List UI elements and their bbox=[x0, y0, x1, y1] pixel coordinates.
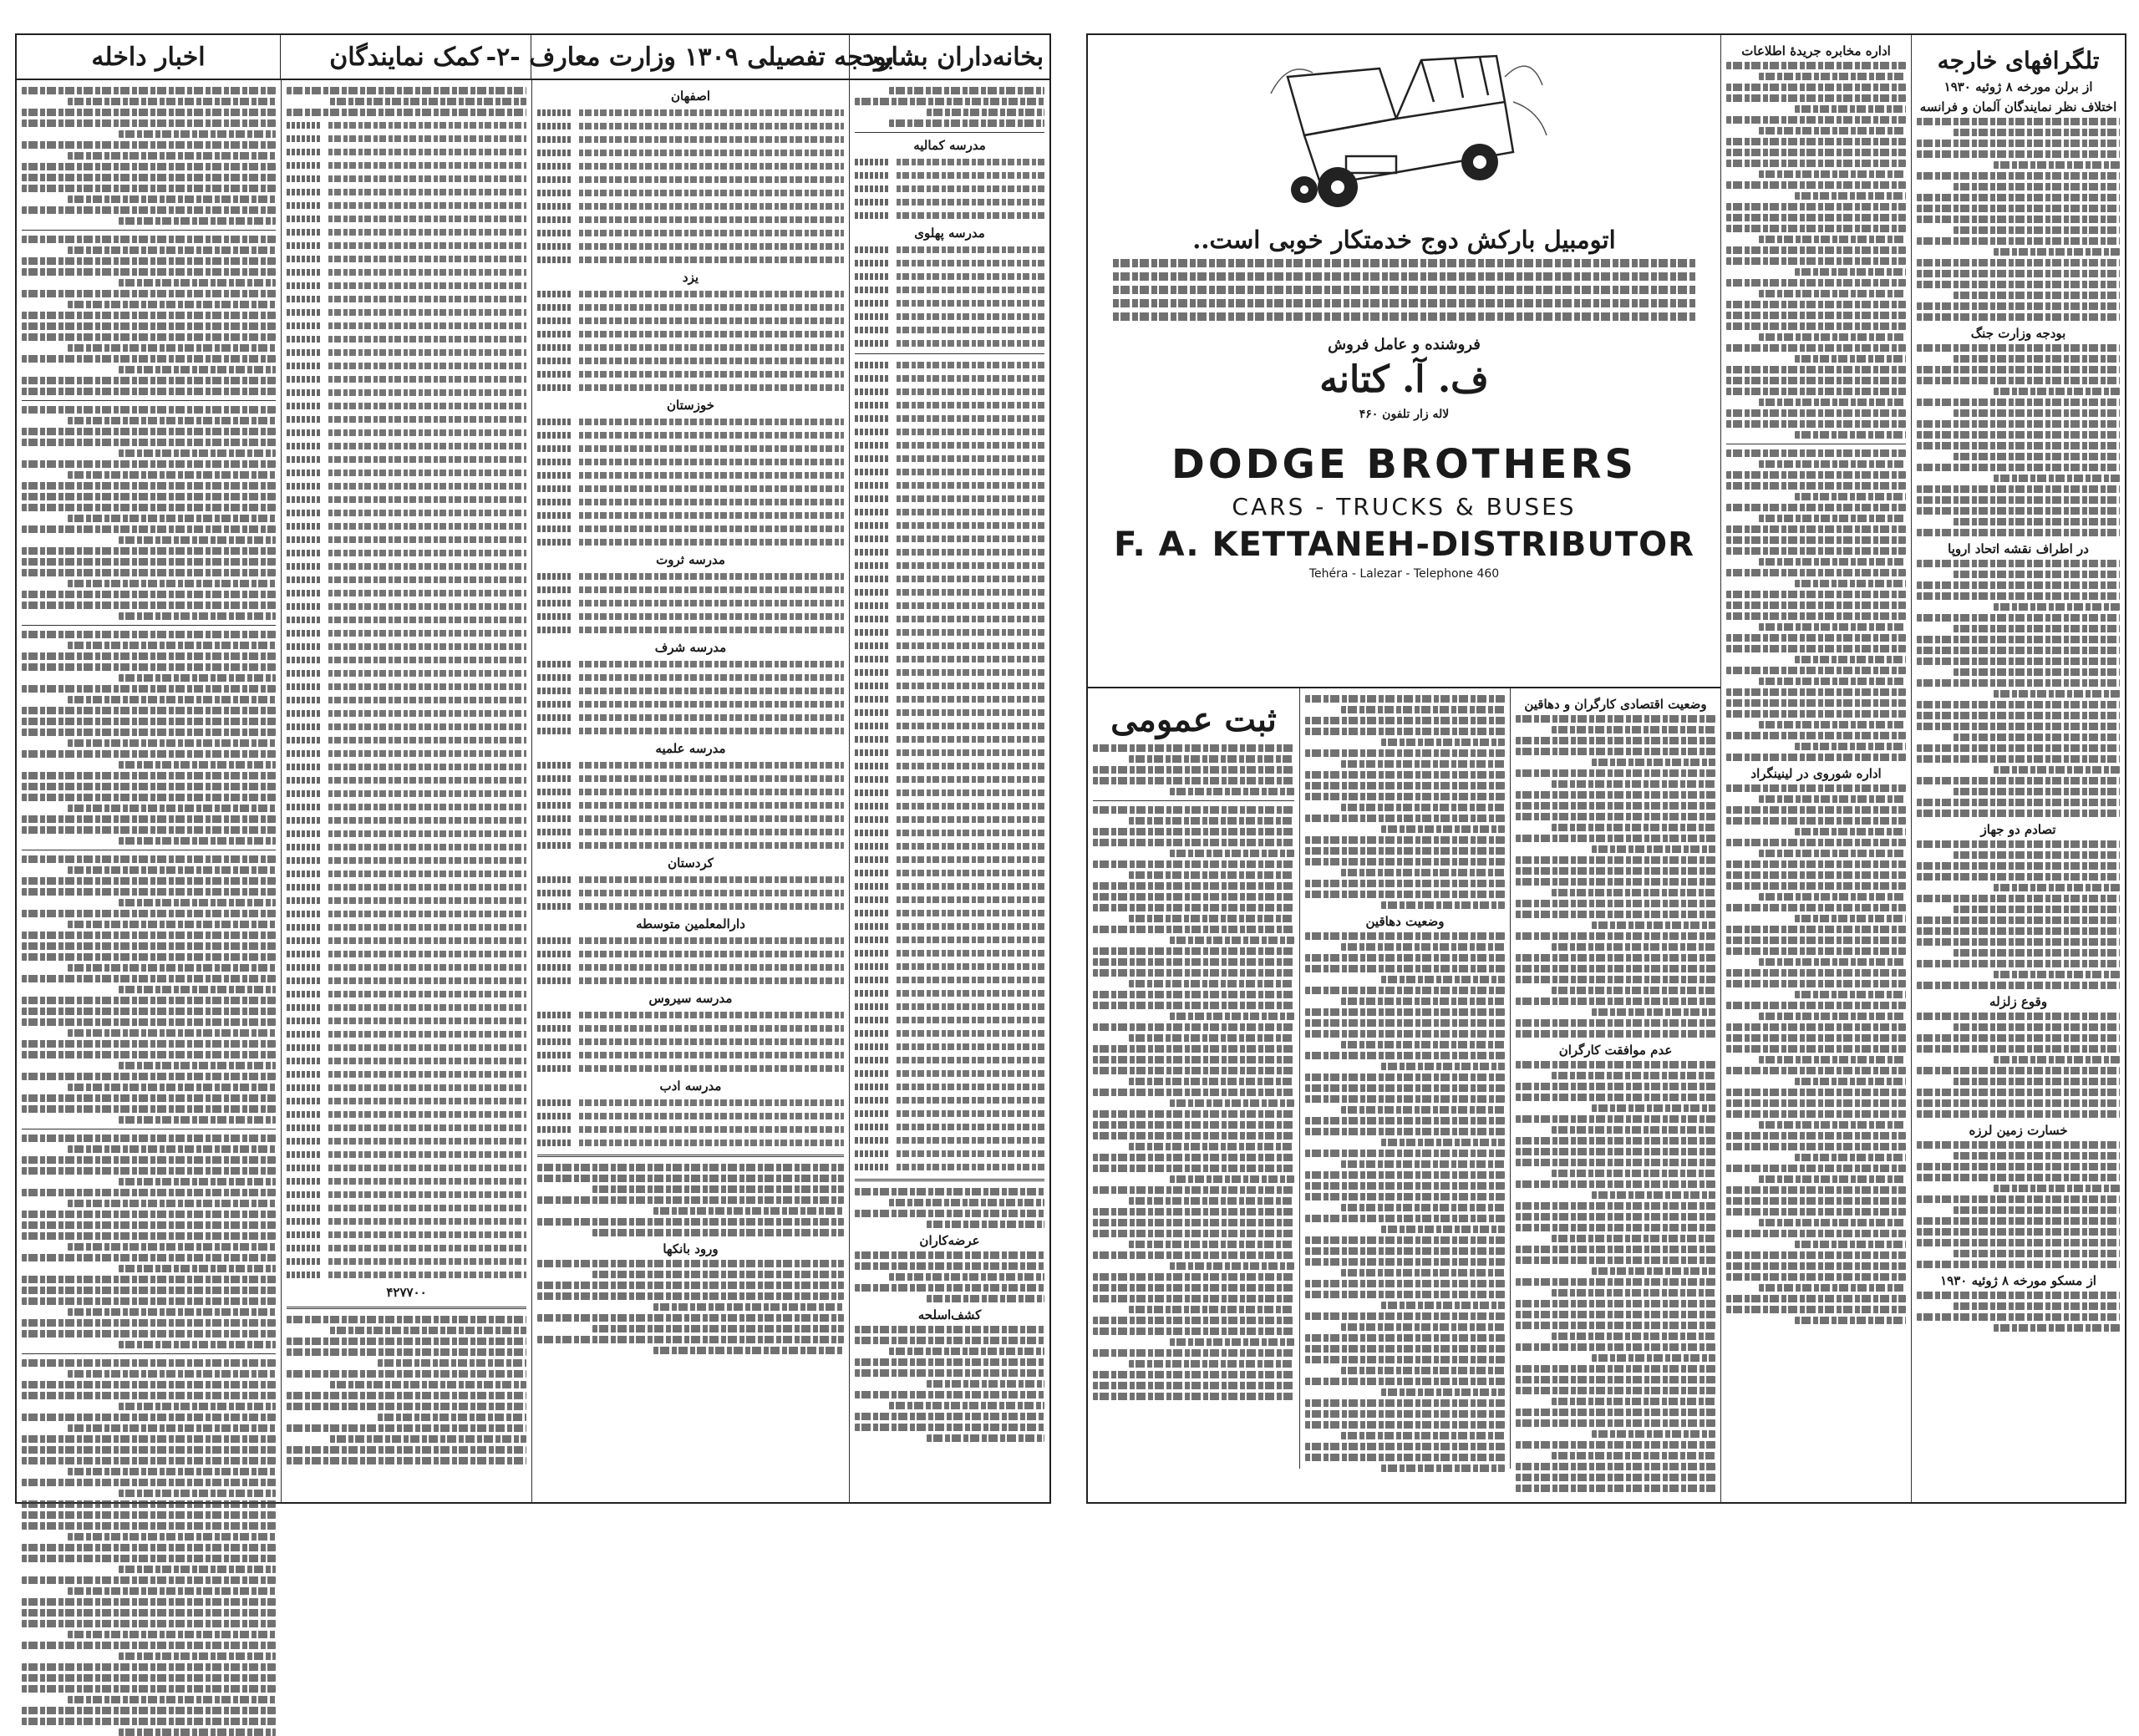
dodge-advertisement bbox=[1088, 43, 1720, 688]
ad-address: Tehéra - Lalezar - Telephone 460 bbox=[1308, 567, 1500, 581]
heading-motavasete: دارالمعلمین متوسطه bbox=[636, 916, 745, 931]
right-page-columns bbox=[1088, 35, 2125, 1502]
heading-zarar: خسارت زمین لرزه bbox=[1969, 1123, 2068, 1138]
heading-sabt-omumi: ثبت عمومی bbox=[1110, 700, 1277, 739]
heading-idare: اداره مخابره جریدهٔ اطلاعات bbox=[1741, 43, 1891, 58]
heading-khuzestan: خوزستان bbox=[667, 398, 714, 413]
heading-dehghan: وضعیت دهاقین bbox=[1365, 914, 1445, 929]
truck-illustration-icon bbox=[1254, 43, 1555, 219]
lower-column-2 bbox=[1299, 688, 1510, 1469]
heading-tasadom: تصادم دو جهاز bbox=[1980, 822, 2056, 837]
lower-column-sabt bbox=[1088, 688, 1299, 1469]
heading-kashf: کشف‌اسلحه bbox=[917, 1307, 982, 1322]
column-bodjeh-tafsili bbox=[531, 80, 849, 1502]
heading-sirus: مدرسه سیروس bbox=[648, 991, 733, 1006]
heading-kamalieh: مدرسه کمالیه bbox=[913, 138, 986, 153]
heading-yazd: یزد bbox=[682, 270, 699, 285]
header-akhbar-dakhele: اخبار داخله bbox=[91, 42, 206, 72]
heading-bodjeh-jang: بودجه وزارت جنگ bbox=[1970, 326, 2066, 341]
ad-brand: DODGE BROTHERS bbox=[1171, 441, 1637, 488]
column-komak-namayandegan bbox=[281, 80, 531, 1502]
heading-pahlavi: مدرسه پهلوی bbox=[914, 226, 985, 241]
heading-elmieh: مدرسه علمیه bbox=[655, 741, 726, 756]
ad-headline: اتومبیل بارکش دوج خدمتکار خوبی است.. bbox=[1192, 226, 1616, 254]
header-bodjeh: بودجه تفصیلی ۱۳۰۹ وزارت معارف -۲- bbox=[531, 35, 849, 79]
lower-columns bbox=[1088, 688, 1720, 1469]
column-telegraph bbox=[1911, 35, 2125, 1502]
ad-tagline: فروشنده و عامل فروش bbox=[1328, 336, 1481, 353]
heading-adam-movafeghat: عدم موافقت کارگران bbox=[1558, 1043, 1673, 1058]
left-page bbox=[15, 33, 1051, 1504]
heading-zelzeleh: وقوع زلزله bbox=[1989, 994, 2048, 1009]
heading-servat: مدرسه ثروت bbox=[656, 552, 725, 567]
ad-products: CARS - TRUCKS & BUSES bbox=[1232, 493, 1577, 520]
heading-tejarat: وضعیت اقتصادی کارگران و دهاقین bbox=[1524, 697, 1707, 712]
left-page-columns bbox=[17, 80, 1049, 1502]
column-bodjeh-list bbox=[849, 80, 1049, 1502]
heading-sharaf: مدرسه شرف bbox=[654, 640, 727, 655]
left-page-header bbox=[17, 35, 1049, 80]
lower-column-1 bbox=[1510, 688, 1720, 1469]
heading-telegraph: تلگرافهای خارجه bbox=[1937, 47, 2100, 74]
total-figure: ۴۲۷۷۰۰ bbox=[386, 1285, 427, 1300]
right-page bbox=[1086, 33, 2126, 1504]
heading-adab: مدرسه ادب bbox=[659, 1079, 722, 1094]
header-komak: کمک نمایندگان bbox=[280, 35, 531, 79]
heading-eslah: اختلاف نظر نمایندگان آلمان و فرانسه bbox=[1919, 99, 2117, 114]
ad-distributor: F. A. KETTANEH-DISTRIBUTOR bbox=[1114, 525, 1694, 564]
column-akhbar-dakhele bbox=[17, 80, 281, 1502]
column-idare bbox=[1720, 35, 1911, 1502]
heading-arzeh: عرضه‌کاران bbox=[919, 1233, 980, 1248]
ad-address-fa: لاله زار تلفون ۴۶۰ bbox=[1359, 408, 1450, 421]
heading-vorud: ورود بانکها bbox=[663, 1241, 719, 1256]
heading-leningrad: اداره شوروی در لینینگراد bbox=[1750, 766, 1882, 781]
ad-seller-name: ف. آ. کتانه bbox=[1319, 358, 1489, 401]
heading-berlin-date: از برلن مورخه ۸ ژوئیه ۱۹۳۰ bbox=[1943, 79, 2093, 94]
header-bekhaneh: بخانه‌داران بشارت bbox=[849, 35, 1049, 79]
heading-moscow: از مسکو مورخه ۸ ژوئیه ۱۹۳۰ bbox=[1940, 1273, 2096, 1288]
ad-and-lower-columns bbox=[1088, 35, 1720, 1502]
heading-kordestan: کردستان bbox=[668, 855, 714, 871]
heading-esfahan: اصفهان bbox=[671, 89, 710, 104]
heading-ettehad-europa: در اطراف نقشه اتحاد اروپا bbox=[1948, 541, 2089, 556]
